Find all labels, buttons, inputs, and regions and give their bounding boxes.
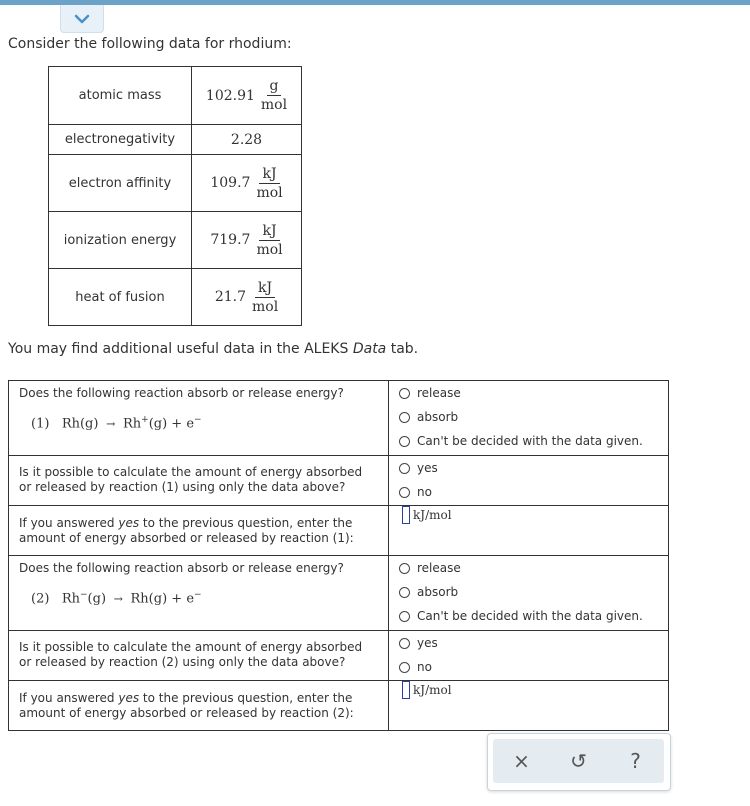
radio-button[interactable] (399, 487, 410, 498)
question-row (9, 556, 669, 631)
answer-options-cell (389, 381, 669, 456)
ion-state: (g) (148, 416, 168, 432)
note-text-part: You may find additional useful data in the ALEKS (8, 341, 353, 357)
note-text-part: tab. (386, 341, 419, 357)
prompt-text: to the previous question, enter the (139, 691, 353, 705)
unit-denominator: mol (256, 241, 283, 258)
question-prompt-cell (9, 631, 389, 681)
question-prompt-cell (9, 681, 389, 731)
question-prompt-cell (9, 456, 389, 506)
radio-button[interactable] (399, 463, 410, 474)
radio-button[interactable] (399, 388, 410, 399)
arrow-icon: → (110, 592, 127, 606)
help-button[interactable] (616, 746, 656, 776)
energy-input-2[interactable] (402, 681, 410, 699)
unit-denominator: mol (260, 97, 288, 113)
question-row (9, 631, 669, 681)
option-label: release (417, 561, 461, 575)
option-label: Can't be decided with the data given. (417, 609, 643, 623)
help-icon: ? (630, 749, 641, 773)
radio-button[interactable] (399, 412, 410, 423)
property-label: atomic mass (49, 67, 192, 125)
property-label: ionization energy (49, 212, 192, 269)
unit-label: kJ/mol (413, 508, 452, 522)
electron-charge: − (194, 415, 202, 425)
prompt-emphasis: yes (118, 516, 140, 530)
table-row (49, 67, 302, 125)
answer-toolbar (487, 733, 671, 791)
radio-button[interactable] (399, 662, 410, 673)
option-label: no (417, 485, 432, 499)
data-tab-reference: Data (352, 341, 387, 357)
answer-input-cell (389, 506, 669, 556)
property-value: 2.28 (230, 131, 263, 148)
property-label: heat of fusion (49, 269, 192, 326)
prompt-line: Is it possible to calculate the amount of energy absorbed (19, 640, 363, 654)
table-row (49, 212, 302, 269)
question-prompt-cell (9, 381, 389, 456)
product-ion: Rh (122, 416, 142, 432)
unit-numerator: g (267, 78, 282, 96)
question-prompt (9, 681, 388, 721)
option-label: yes (417, 461, 438, 475)
option-absorb[interactable] (389, 580, 668, 604)
option-cant-decide[interactable] (389, 429, 668, 453)
close-icon: × (513, 749, 530, 773)
answer-options-cell (389, 456, 669, 506)
prompt-text: If you answered (19, 516, 119, 530)
property-value: 102.91 (205, 87, 255, 104)
question-prompt-cell (9, 506, 389, 556)
table-row (49, 125, 302, 155)
electron: e (186, 416, 195, 432)
radio-button[interactable] (399, 587, 410, 598)
option-yes[interactable] (389, 456, 668, 480)
question-prompt-cell (9, 556, 389, 631)
reaction-equation: (2) Rh−(g) → Rh(g) + e− (31, 590, 202, 607)
arrow-icon: → (102, 417, 119, 431)
table-row (49, 155, 302, 212)
product: Rh(g) (130, 591, 168, 607)
prompt-emphasis: yes (118, 691, 140, 705)
property-value-cell (192, 67, 302, 125)
unit-fraction (256, 166, 282, 201)
prompt-line: or released by reaction (1) using only the data above? (19, 480, 346, 494)
question-prompt (9, 631, 388, 670)
property-value: 109.7 (210, 175, 251, 191)
ion-state: (g) (87, 591, 107, 607)
properties-table (48, 66, 302, 326)
undo-button[interactable] (559, 746, 599, 776)
unit-fraction (252, 280, 278, 315)
option-label: absorb (417, 410, 459, 424)
clear-button[interactable] (502, 746, 542, 776)
reaction-number: (1) (31, 416, 50, 432)
collapse-toggle-button[interactable] (60, 5, 104, 33)
option-release[interactable] (389, 556, 668, 580)
undo-icon: ↺ (570, 749, 587, 773)
ion-charge: + (141, 415, 149, 425)
unit-numerator: kJ (255, 280, 275, 298)
reaction-equation: (1) Rh(g) → Rh+(g) + e− (31, 415, 202, 432)
electron: e (186, 591, 195, 607)
prompt-text: If you answered (19, 691, 119, 705)
option-release[interactable] (389, 381, 668, 405)
ion-charge: − (80, 590, 88, 600)
question-prompt: Does the following reaction absorb or release energy? (19, 386, 344, 400)
radio-button[interactable] (399, 611, 410, 622)
energy-input-1[interactable] (402, 506, 410, 524)
question-row (9, 456, 669, 506)
electron-charge: − (194, 590, 202, 600)
prompt-line (19, 516, 378, 531)
question-row (9, 681, 669, 731)
question-prompt (9, 456, 388, 495)
answer-options-cell (389, 556, 669, 631)
reactant-ion: Rh (61, 591, 80, 607)
unit-numerator: kJ (259, 223, 279, 241)
property-label: electron affinity (49, 155, 192, 212)
prompt-text: to the previous question, enter the (139, 516, 353, 530)
answer-options-cell (389, 631, 669, 681)
option-no[interactable] (389, 480, 668, 504)
answer-input-cell (389, 681, 669, 731)
prompt-line: amount of energy absorbed or released by reaction (1): (19, 531, 354, 545)
chevron-down-icon (74, 14, 90, 24)
option-no[interactable] (389, 655, 668, 679)
property-value-cell (192, 155, 302, 212)
option-label: yes (417, 636, 438, 650)
intro-text: Consider the following data for rhodium: (8, 36, 292, 52)
table-row (49, 269, 302, 326)
reaction-number: (2) (31, 591, 50, 607)
question-prompt: Does the following reaction absorb or release energy? (19, 561, 344, 575)
option-label: release (417, 386, 461, 400)
option-cant-decide[interactable] (389, 604, 668, 628)
unit-denominator: mol (256, 184, 283, 201)
prompt-line: amount of energy absorbed or released by reaction (2): (19, 706, 354, 720)
radio-button[interactable] (399, 436, 410, 447)
unit-label: kJ/mol (413, 683, 452, 697)
property-value-cell (192, 125, 302, 155)
question-row (9, 506, 669, 556)
unit-numerator: kJ (259, 166, 279, 184)
note-text (8, 341, 418, 357)
unit-fraction (261, 78, 287, 113)
questions-table (8, 380, 669, 731)
radio-button[interactable] (399, 638, 410, 649)
prompt-line: or released by reaction (2) using only the data above? (19, 655, 346, 669)
option-label: Can't be decided with the data given. (417, 434, 643, 448)
unit-denominator: mol (251, 298, 279, 315)
property-value: 21.7 (214, 289, 246, 305)
prompt-line: Is it possible to calculate the amount of energy absorbed (19, 465, 363, 479)
unit-fraction (256, 223, 282, 258)
property-value: 719.7 (210, 232, 251, 248)
prompt-line (19, 691, 378, 706)
property-label: electronegativity (49, 125, 192, 155)
property-value-cell (192, 269, 302, 326)
option-absorb[interactable] (389, 405, 668, 429)
radio-button[interactable] (399, 563, 410, 574)
option-yes[interactable] (389, 631, 668, 655)
property-value-cell (192, 212, 302, 269)
option-label: absorb (417, 585, 459, 599)
question-row (9, 381, 669, 456)
option-label: no (417, 660, 432, 674)
top-bar (0, 0, 750, 5)
reactant: Rh(g) (61, 416, 99, 432)
question-prompt (9, 506, 388, 546)
